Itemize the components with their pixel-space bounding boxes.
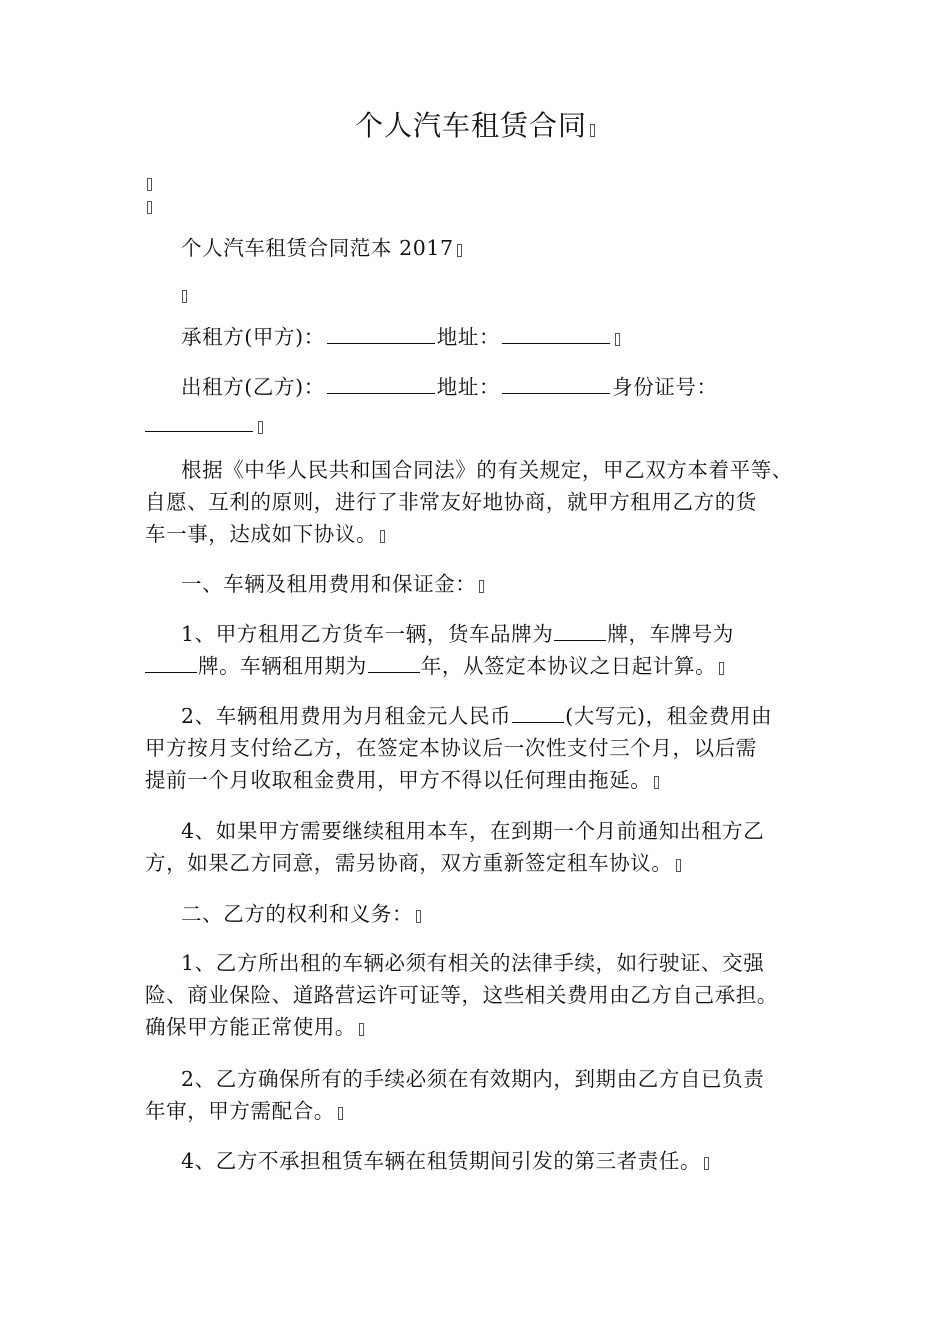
paragraph-mark-icon (147, 178, 152, 191)
item-text: 年审，甲方需配合。 (145, 1099, 335, 1123)
paragraph-mark-icon (615, 333, 620, 346)
section-heading-text: 二、乙方的权利和义务： (181, 902, 414, 926)
item-text: 险、商业保险、道路营运许可证等，这些相关费用由乙方自己承担。 (145, 983, 778, 1007)
party-a-line (145, 321, 825, 353)
item-text: 1、乙方所出租的车辆必须有相关的法律手续，如行驶证、交强 (181, 951, 765, 975)
item-text: 提前一个月收取租金费用，甲方不得以任何理由拖延。 (145, 768, 652, 792)
party-b-address-label: 地址： (436, 375, 501, 399)
section2-item4 (145, 1145, 825, 1177)
item-text: 确保甲方能正常使用。 (145, 1015, 356, 1039)
section1-item2 (145, 700, 825, 796)
item-text: 牌。车辆租用期为 (198, 654, 367, 678)
title-text: 个人汽车租赁合同 (354, 109, 587, 142)
party-b-name-blank (327, 377, 435, 394)
item-text: 方，如果乙方同意，需另协商，双方重新签定租车协议。 (145, 851, 673, 875)
party-a-address-blank (502, 327, 610, 344)
item-text: (大写元)，租金费用由 (565, 704, 773, 728)
item-text: 2、乙方确保所有的手续必须在有效期内，到期由乙方自已负责 (181, 1067, 765, 1091)
party-b-line (145, 371, 825, 441)
paragraph-mark-icon (359, 1023, 364, 1036)
brand-blank (554, 624, 606, 641)
paragraph-mark-icon (654, 776, 659, 789)
paragraph-mark-icon (704, 1157, 709, 1170)
section-heading-text: 一、车辆及租用费用和保证金： (181, 572, 477, 596)
section2-item2 (145, 1063, 825, 1127)
section1-item4 (145, 815, 825, 879)
party-a-address-label: 地址： (436, 325, 501, 349)
term-blank (368, 656, 420, 673)
section2-heading (145, 898, 825, 930)
party-b-address-blank (502, 377, 610, 394)
paragraph-mark-icon (416, 910, 421, 923)
item-text: 4、乙方不承担租赁车辆在租赁期间引发的第三者责任。 (181, 1149, 702, 1173)
party-b-label: 出租方(乙方)： (181, 375, 325, 399)
item-text: 年，从签定本协议之日起计算。 (420, 654, 717, 678)
section1-item1 (145, 618, 825, 682)
party-b-id-label: 身份证号： (612, 375, 718, 399)
paragraph-mark-icon (182, 290, 187, 303)
subtitle (145, 232, 825, 264)
intro-line: 自愿、互利的原则，进行了非常友好地协商，就甲方租用乙方的货 (145, 490, 757, 514)
intro-line: 根据《中华人民共和国合同法》的有关规定，甲乙双方本着平等、 (181, 458, 793, 482)
paragraph-mark-icon (590, 124, 595, 137)
intro-paragraph (145, 454, 825, 550)
paragraph-mark-icon (479, 580, 484, 593)
party-a-label: 承租方(甲方)： (181, 325, 325, 349)
paragraph-mark-icon (147, 201, 152, 214)
paragraph-mark-icon (380, 530, 385, 543)
party-a-name-blank (327, 327, 435, 344)
paragraph-mark-icon (676, 859, 681, 872)
section1-heading (145, 568, 825, 600)
item-text: 1、甲方租用乙方货车一辆，货车品牌为 (181, 622, 554, 646)
document-title (0, 104, 950, 144)
subtitle-text: 个人汽车租赁合同范本 2017 (181, 236, 454, 260)
section2-item1 (145, 947, 825, 1043)
item-text: 2、车辆租用费用为月租金元人民币 (181, 704, 512, 728)
paragraph-mark-icon (258, 421, 263, 434)
paragraph-mark-icon (719, 662, 724, 675)
plate-blank (145, 656, 197, 673)
party-b-id-blank (145, 415, 253, 432)
item-text: 甲方按月支付给乙方，在签定本协议后一次性支付三个月，以后需 (145, 736, 757, 760)
rent-blank (512, 706, 564, 723)
intro-line: 车一事，达成如下协议。 (145, 522, 378, 546)
item-text: 牌，车牌号为 (607, 622, 734, 646)
paragraph-mark-icon (338, 1107, 343, 1120)
paragraph-mark-icon (457, 244, 462, 257)
item-text: 4、如果甲方需要继续租用本车，在到期一个月前通知出租方乙 (181, 819, 765, 843)
